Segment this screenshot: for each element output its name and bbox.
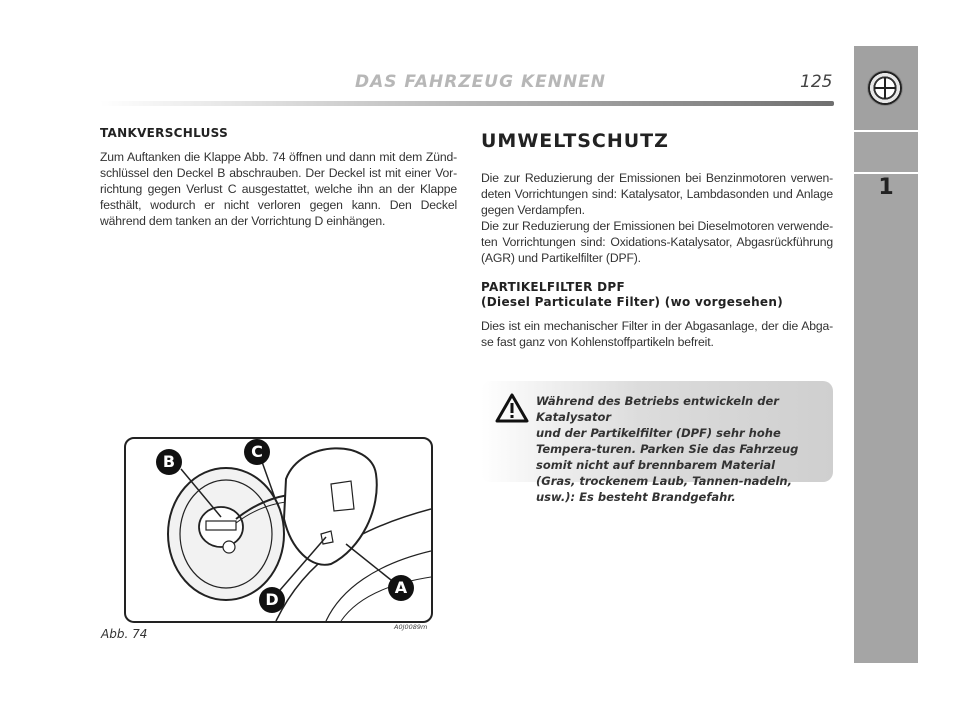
warning-text [481, 393, 811, 505]
section-heading-tankverschluss: TANKVERSCHLUSS [100, 126, 229, 140]
label-c: C [244, 439, 270, 465]
umweltschutz-paragraph-1: Die zur Reduzierung der Emissionen bei Benzinmotoren verwen-deten Vorrichtungen sind: Katalysator, Lambdasonden und Anlage gegen Verdampfen. [481, 171, 833, 217]
tab-divider-top [854, 130, 918, 132]
tankverschluss-text: Zum Auftanken die Klappe Abb. 74 öffnen und dann mit dem Zünd-schlüssel den Deckel B abschrauben. Der Deckel ist mit einer Vor-richtung gegen Verlust C ausgestattet, welche ihn an der Klappe festhält, wodurch er nicht verloren gegen kann. Den Deckel während dem tanken an der Vorrichtung D einhängen. [100, 150, 457, 228]
figure-caption: Abb. 74 [101, 627, 148, 641]
section-heading-umweltschutz: UMWELTSCHUTZ [481, 130, 669, 152]
page-number: 125 [800, 72, 833, 92]
label-b: B [156, 449, 182, 475]
logo-box [854, 46, 918, 130]
right-column [481, 130, 833, 350]
partikelfilter-text: Dies ist ein mechanischer Filter in der Abgasanlage, der die Abga-se fast ganz von Kohlenstoffpartikeln befreit. [481, 319, 833, 349]
header-rule [100, 101, 834, 106]
tab-divider-bottom [854, 172, 918, 174]
chapter-number: 1 [878, 175, 894, 200]
warning-box [481, 381, 833, 504]
subheading-partikelfilter-detail: (Diesel Particulate Filter) (wo vorgesehen) [481, 295, 784, 309]
subheading-partikelfilter: PARTIKELFILTER DPF [481, 280, 625, 294]
warning-line-1: Während des Betriebs entwickeln der Katalysator [536, 394, 779, 424]
label-d: D [259, 587, 285, 613]
figure-code: A0J0089m [394, 623, 428, 631]
warning-body: und der Partikelfilter (DPF) sehr hohe Tempera-turen. Parken Sie das Fahrzeug somit nicht auf brennbarem Material (Gras, trockenem Laub, Tannen-nadeln, usw.): Es besteht Brandgefahr. [536, 426, 799, 504]
fuel-flap-figure [124, 437, 433, 623]
left-column [100, 126, 457, 229]
brand-logo-icon [868, 71, 902, 105]
label-a: A [388, 575, 414, 601]
running-header-title: DAS FAHRZEUG KENNEN [355, 72, 607, 92]
chapter-side-tab [854, 46, 918, 663]
umweltschutz-paragraph-2: Die zur Reduzierung der Emissionen bei Dieselmotoren verwende-ten Vorrichtungen sind: Oxidations-Katalysator, Abgasrückführung (AGR) und Partikelfilter (DPF). [481, 219, 833, 265]
